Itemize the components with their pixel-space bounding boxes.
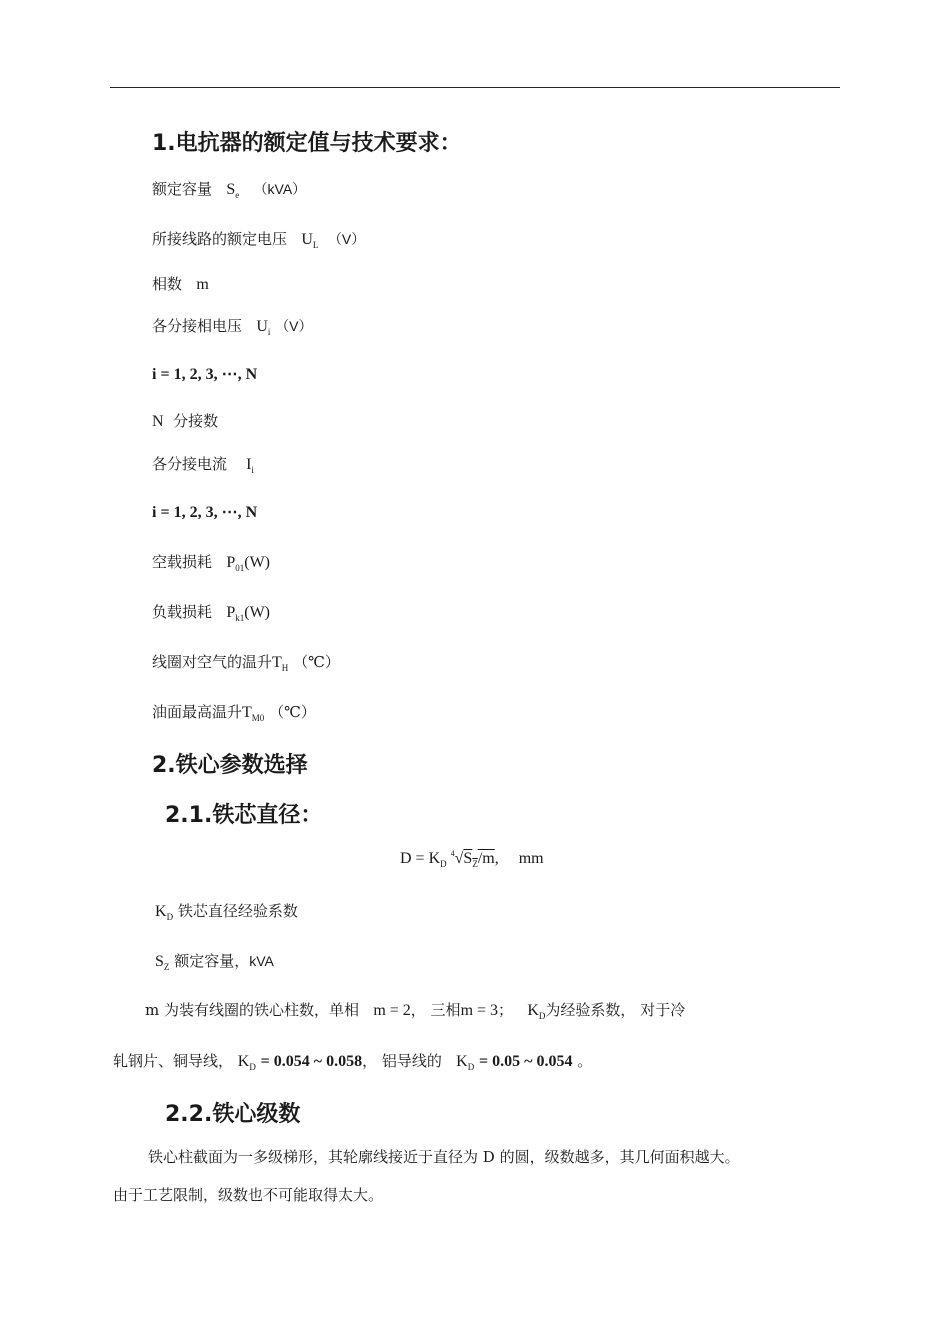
sz-definition	[155, 950, 274, 971]
kd-sub-2: D	[249, 1062, 256, 1072]
symbol: S	[155, 953, 164, 970]
diameter-formula: $D = K_D$ $^4√S_Z/m$, mm	[400, 849, 544, 869]
symbol: P	[226, 554, 236, 571]
m-three: m = 3	[460, 1002, 499, 1019]
label: 所接线路的额定电压	[152, 230, 288, 248]
heading-2: 2.铁心参数选择	[152, 753, 308, 778]
radicand-tail: /m	[477, 850, 495, 867]
oil-temp-rise-line	[152, 701, 316, 722]
unit: （V）	[327, 231, 366, 247]
text-5: 轧钢片、铜导线，	[113, 1052, 234, 1070]
label: 额定容量	[152, 180, 213, 198]
text-6: ， 铝导线的	[362, 1052, 442, 1070]
subscript: 01	[235, 563, 245, 573]
label: 负载损耗	[152, 603, 213, 621]
text-2: ， 三相	[410, 1001, 461, 1019]
unit: (W)	[244, 554, 270, 571]
unit: （℃）	[293, 653, 340, 671]
subscript: D	[166, 912, 174, 922]
para-levels-line-1: 铁心柱截面为一多级梯形，其轮廓线接近于直径为 D 的圆，级数越多，其几何面积越大。	[148, 1148, 740, 1166]
kd-symbol-2: K	[237, 1053, 250, 1070]
kd-sub: D	[538, 1011, 546, 1021]
index-line: i = 1, 2, 3, ⋯, N	[152, 366, 258, 383]
index-line-2: i = 1, 2, 3, ⋯, N	[152, 504, 258, 521]
subscript: e	[235, 190, 240, 200]
text-4: 为经验系数， 对于冷	[545, 1001, 686, 1019]
kd-definition	[155, 900, 298, 921]
symbol: K	[155, 903, 167, 920]
subscript: i	[267, 327, 271, 337]
m-single: m = 2	[373, 1002, 411, 1019]
heading-1: 1.电抗器的额定值与技术要求：	[152, 131, 462, 156]
radical-sign: √	[454, 850, 464, 867]
label: 相数	[152, 275, 183, 293]
text: 额定容量，	[174, 952, 250, 970]
symbol: U	[256, 318, 268, 335]
tap-count-line	[152, 410, 218, 431]
radicand	[463, 850, 494, 867]
subscript: i	[251, 465, 254, 475]
label: 线圈对空气的温升	[152, 653, 273, 671]
para-m-line-2	[113, 1050, 592, 1071]
tap-voltage-line	[152, 315, 313, 336]
root-index: 4	[450, 849, 455, 858]
tap-current-line	[152, 453, 254, 474]
subscript: Z	[163, 962, 170, 972]
text-7: 。	[577, 1052, 593, 1070]
label: 各分接电流	[152, 455, 228, 473]
formula-lhs: D = K	[400, 850, 441, 867]
line-voltage-line	[152, 228, 365, 249]
k-range-copper: = 0.054 ~ 0.058	[260, 1053, 363, 1070]
rated-capacity-line	[152, 178, 306, 199]
subscript: M0	[251, 713, 265, 723]
symbol: m	[196, 276, 209, 293]
symbol: T	[272, 654, 282, 671]
radicand-symbol: S	[463, 850, 473, 867]
k-range-aluminum: = 0.05 ~ 0.054	[479, 1053, 573, 1070]
symbol: S	[226, 181, 236, 198]
kd-symbol: K	[527, 1002, 539, 1019]
symbol: I	[246, 456, 252, 473]
symbol: T	[242, 704, 252, 721]
text: 铁芯直径经验系数	[177, 902, 298, 920]
kd-sub-3: D	[467, 1062, 475, 1072]
unit: kVA	[249, 953, 274, 969]
label: 各分接相电压	[152, 317, 243, 335]
formula-lhs-sub: D	[440, 859, 447, 869]
unit: （V）	[275, 318, 313, 334]
subscript: H	[281, 663, 289, 673]
formula-unit: mm	[518, 850, 544, 867]
subscript: L	[312, 240, 319, 250]
radicand-sub: Z	[472, 859, 478, 869]
load-loss-line	[152, 601, 270, 622]
subscript: k1	[235, 613, 245, 623]
heading-2-1: 2.1.铁芯直径：	[165, 803, 323, 828]
text-1: m 为装有线圈的铁心柱数，单相	[145, 1001, 359, 1019]
text-3: ；	[498, 1001, 514, 1019]
para-m-line-1	[145, 999, 685, 1020]
label: 空载损耗	[152, 553, 213, 571]
coil-temp-rise-line	[152, 651, 340, 672]
kd-symbol-3: K	[456, 1053, 468, 1070]
label: 油面最高温升	[152, 703, 243, 721]
no-load-loss-line	[152, 551, 270, 572]
symbol: U	[301, 231, 313, 248]
phases-line	[152, 273, 209, 294]
heading-2-2: 2.2.铁心级数	[165, 1102, 301, 1127]
para-levels-line-2: 由于工艺限制，级数也不可能取得太大。	[113, 1186, 384, 1204]
unit: (W)	[244, 604, 270, 621]
label: 分接数	[173, 412, 219, 430]
symbol: N	[152, 413, 164, 430]
header-rule	[110, 87, 840, 88]
unit: （℃）	[269, 703, 316, 721]
symbol: P	[226, 604, 236, 621]
unit: （kVA）	[253, 181, 307, 197]
